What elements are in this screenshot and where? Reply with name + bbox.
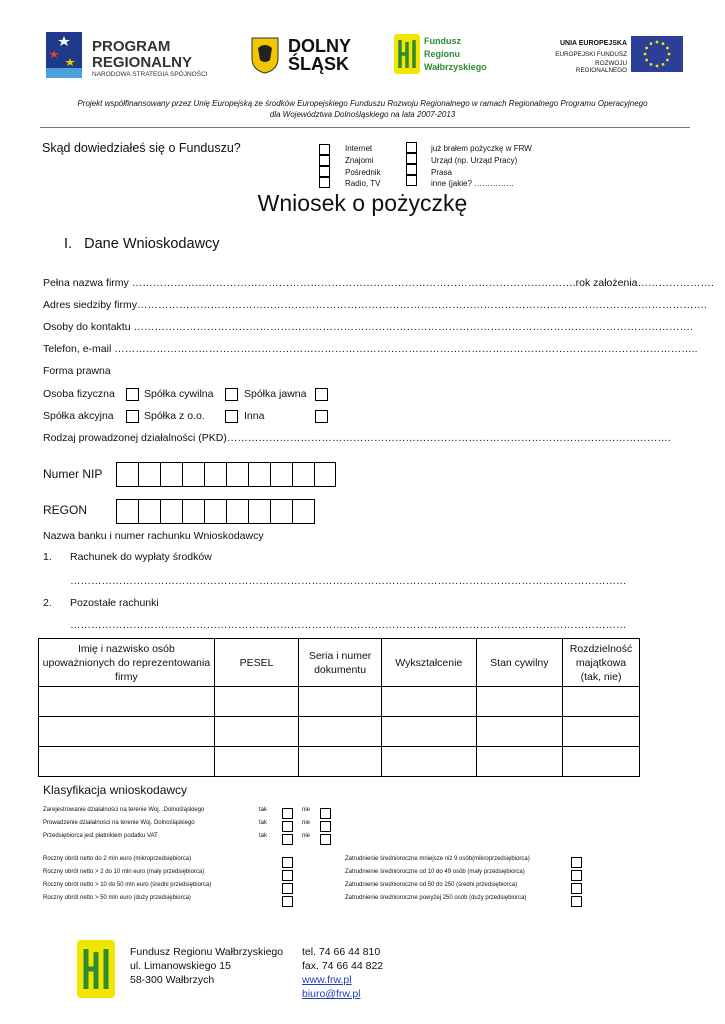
turnover-large: Roczny obrót netto > 50 mln euro (duży przedsiębiorca) xyxy=(43,895,191,901)
page-title: Wniosek o pożyczkę xyxy=(257,190,468,216)
section1-heading: I. Dane Wnioskodawcy xyxy=(64,236,220,252)
form-osoba-fizyczna: Osoba fizyczna xyxy=(43,388,115,400)
table-cell[interactable] xyxy=(214,717,298,747)
source-checkbox-inne[interactable] xyxy=(406,175,417,186)
address-field[interactable]: Adres siedziby firmy………………………………………………………………………………………………………………………………………………. xyxy=(43,299,707,311)
regon-input[interactable] xyxy=(116,499,315,524)
star-flag-icon xyxy=(44,28,90,82)
footer-www-link[interactable]: www.frw.pl xyxy=(302,974,352,986)
logo4-line1: UNIA EUROPEJSKA xyxy=(559,40,627,47)
table-cell[interactable] xyxy=(39,717,215,747)
turnover-medium-checkbox[interactable] xyxy=(282,883,293,894)
form-checkbox-spolka-jawna[interactable] xyxy=(315,388,328,401)
employment-small-checkbox[interactable] xyxy=(571,870,582,881)
employment-large: Zatrudnienie średnioroczne powyżej 250 osób (duży przedsiębiorca) xyxy=(345,895,527,901)
source-opt-inne: inne (jakie? …………… xyxy=(431,179,515,188)
form-spolka-cywilna: Spółka cywilna xyxy=(144,388,214,400)
program-regionalny-logo xyxy=(44,28,224,84)
table-cell[interactable] xyxy=(563,687,640,717)
frw-logo xyxy=(394,34,514,78)
yes-label: tak xyxy=(259,833,268,839)
form-spolka-jawna: Spółka jawna xyxy=(244,388,307,400)
form-checkbox-osoba-fizyczna[interactable] xyxy=(126,388,139,401)
cofinance-line1: Projekt współfinansowany przez Unię Europejską ze środków Europejskiego Funduszu Rozwoju Regionalnego w ramach Regionalnego Programu Operacyjnego xyxy=(77,99,648,108)
col-header-marital: Stan cywilny xyxy=(476,639,562,687)
turnover-small: Roczny obrót netto > 2 do 10 mln euro (mały przedsiębiorca) xyxy=(43,869,205,875)
source-opt-prasa: Prasa xyxy=(431,168,452,177)
col-header-document: Seria i numer dokumentu xyxy=(299,639,382,687)
logo1-line3: NARODOWA STRATEGIA SPÓJNOŚCI xyxy=(92,71,208,78)
bank2-label: Pozostałe rachunki xyxy=(70,597,159,609)
class-row-activity: Prowadzenie działalności na terenie Woj. Dolnośląskiego xyxy=(43,820,195,826)
logo3-line2: Regionu xyxy=(424,49,460,59)
footer-city: 58-300 Wałbrzych xyxy=(130,974,215,986)
table-cell[interactable] xyxy=(299,747,382,777)
phone-field[interactable]: Telefon, e-mail ………………………………………………………………………………………………………………………………………………….. xyxy=(43,343,698,355)
table-cell[interactable] xyxy=(214,687,298,717)
yes-label: tak xyxy=(259,820,268,826)
footer-fax: fax. 74 66 44 822 xyxy=(302,960,384,972)
table-header-row xyxy=(39,639,640,687)
table-cell[interactable] xyxy=(381,747,476,777)
footer-email-link[interactable]: biuro@frw.pl xyxy=(302,988,361,1000)
classification-heading: Klasyfikacja wnioskodawcy xyxy=(43,783,188,797)
bank1-field[interactable]: …………………………………………………………………………………………………………………………………………… xyxy=(70,575,627,587)
turnover-small-checkbox[interactable] xyxy=(282,870,293,881)
bank1-number: 1. xyxy=(43,551,52,563)
form-checkbox-spolka-cywilna[interactable] xyxy=(225,388,238,401)
source-opt-internet: Internet xyxy=(345,144,373,153)
col-header-name: Imię i nazwisko osób upoważnionych do reprezentowania firmy xyxy=(39,639,215,687)
source-checkbox-prasa[interactable] xyxy=(406,164,417,175)
nip-input[interactable] xyxy=(116,462,336,487)
activity-no-checkbox[interactable] xyxy=(320,821,331,832)
turnover-large-checkbox[interactable] xyxy=(282,896,293,907)
bank2-field[interactable]: …………………………………………………………………………………………………………………………………………… xyxy=(70,619,627,631)
source-opt-posrednik: Pośrednik xyxy=(345,168,381,177)
table-cell[interactable] xyxy=(563,747,640,777)
eu-logo xyxy=(545,36,685,76)
table-cell[interactable] xyxy=(381,687,476,717)
logo1-line1: PROGRAM xyxy=(92,38,171,55)
table-cell[interactable] xyxy=(299,717,382,747)
footer-street: ul. Limanowskiego 15 xyxy=(130,960,231,972)
col-header-pesel: PESEL xyxy=(214,639,298,687)
source-question: Skąd dowiedziałeś się o Funduszu? xyxy=(42,141,241,155)
source-checkbox-radio[interactable] xyxy=(319,177,330,188)
source-opt-urzad: Urząd (np. Urząd Pracy) xyxy=(431,156,518,165)
pkd-field[interactable]: Rodzaj prowadzonej działalności (PKD)………………………………………………………………………………………………………………. xyxy=(43,432,671,444)
logo2-line1: DOLNY xyxy=(288,36,351,56)
turnover-micro: Roczny obrót netto do 2 mln euro (mikroprzedsiębiorca) xyxy=(43,856,192,862)
source-opt-radio: Radio, TV xyxy=(345,179,381,188)
registration-yes-checkbox[interactable] xyxy=(282,808,293,819)
class-row-vat: Przedsiębiorca jest płatnikiem podatku VAT xyxy=(43,833,158,839)
class-row-registration: Zarejestrowanie działalności na terenie Woj. .Dolnośląskiego xyxy=(43,807,205,813)
source-opt-znajomi: Znajomi xyxy=(345,156,374,165)
no-label: nie xyxy=(302,833,311,839)
logo3-line3: Wałbrzyskiego xyxy=(424,62,487,72)
col-header-property: Rozdzielność majątkowa (tak, nie) xyxy=(563,639,640,687)
bank-label: Nazwa banku i numer rachunku Wnioskodawcy xyxy=(43,530,264,542)
source-checkbox-znajomi[interactable] xyxy=(319,155,330,166)
source-opt-frw: już brałem pożyczkę w FRW xyxy=(431,144,532,153)
vat-yes-checkbox[interactable] xyxy=(282,834,293,845)
yes-label: tak xyxy=(259,807,268,813)
logo4-line2: EUROPEJSKI FUNDUSZ xyxy=(555,51,627,58)
logo1-line2: REGIONALNY xyxy=(92,54,193,71)
table-cell[interactable] xyxy=(39,747,215,777)
no-label: nie xyxy=(302,807,311,813)
registration-no-checkbox[interactable] xyxy=(320,808,331,819)
table-cell[interactable] xyxy=(476,747,562,777)
footer-tel: tel. 74 66 44 810 xyxy=(302,946,381,958)
source-checkbox-internet[interactable] xyxy=(319,144,330,155)
regon-label: REGON xyxy=(43,503,88,517)
coat-of-arms-icon xyxy=(250,36,280,74)
table-row xyxy=(39,687,640,717)
form-spolka-akcyjna: Spółka akcyjna xyxy=(43,410,114,422)
representatives-table xyxy=(38,638,640,777)
employment-large-checkbox[interactable] xyxy=(571,896,582,907)
form-checkbox-spolka-zoo[interactable] xyxy=(225,410,238,423)
table-row xyxy=(39,717,640,747)
source-checkbox-posrednik[interactable] xyxy=(319,166,330,177)
eu-flag-icon xyxy=(631,36,683,72)
legal-form-label: Forma prawna xyxy=(43,365,111,377)
table-cell[interactable] xyxy=(476,687,562,717)
form-spolka-zoo: Spółka z o.o. xyxy=(144,410,205,422)
header-divider xyxy=(40,127,690,128)
cofinance-line2: dla Województwa Dolnośląskiego na lata 2007-2013 xyxy=(269,110,456,119)
bank2-number: 2. xyxy=(43,597,52,609)
dolny-slask-logo xyxy=(250,36,370,76)
source-checkbox-urzad[interactable] xyxy=(406,153,417,164)
table-cell[interactable] xyxy=(214,747,298,777)
table-cell[interactable] xyxy=(39,687,215,717)
logo2-line2: ŚLĄSK xyxy=(288,54,350,74)
form-checkbox-inna[interactable] xyxy=(315,410,328,423)
contacts-field[interactable]: Osoby do kontaktu ……………………………………………………………………………………………………………………………………………. xyxy=(43,321,693,333)
table-cell[interactable] xyxy=(299,687,382,717)
employment-small: Zatrudnienie średnioroczne od 10 do 49 osób (mały przedsiębiorca) xyxy=(345,869,525,875)
employment-medium-checkbox[interactable] xyxy=(571,883,582,894)
no-label: nie xyxy=(302,820,311,826)
nip-label: Numer NIP xyxy=(43,467,103,481)
table-cell[interactable] xyxy=(563,717,640,747)
frw-footer-logo-icon xyxy=(77,940,115,998)
turnover-micro-checkbox[interactable] xyxy=(282,857,293,868)
col-header-education: Wykształcenie xyxy=(381,639,476,687)
turnover-medium: Roczny obrót netto > 10 do 50 mln euro (średni przedsiębiorca) xyxy=(43,882,212,888)
employment-micro: Zatrudnienie średnioroczne mniejsze niż 9 osób(mikroprzedsiębiorca) xyxy=(345,856,530,862)
table-cell[interactable] xyxy=(381,717,476,747)
table-row xyxy=(39,747,640,777)
bank1-label: Rachunek do wypłaty środków xyxy=(70,551,212,563)
logo4-line3: ROZWOJU REGIONALNEGO xyxy=(575,60,627,74)
activity-yes-checkbox[interactable] xyxy=(282,821,293,832)
vat-no-checkbox[interactable] xyxy=(320,834,331,845)
table-cell[interactable] xyxy=(476,717,562,747)
form-checkbox-spolka-akcyjna[interactable] xyxy=(126,410,139,423)
employment-micro-checkbox[interactable] xyxy=(571,857,582,868)
logo3-line1: Fundusz xyxy=(424,36,461,46)
frw-mark-icon xyxy=(394,34,420,74)
footer-org: Fundusz Regionu Wałbrzyskiego xyxy=(130,946,284,958)
full-name-field[interactable]: Pełna nazwa firmy ……………………………………………………………………………………………………………….rok założenia…………………. xyxy=(43,277,714,289)
form-inna: Inna xyxy=(244,410,265,422)
employment-medium: Zatrudnienie średnioroczne od 50 do 250 (średni przedsiębiorca) xyxy=(345,882,518,888)
source-checkbox-frw[interactable] xyxy=(406,142,417,153)
